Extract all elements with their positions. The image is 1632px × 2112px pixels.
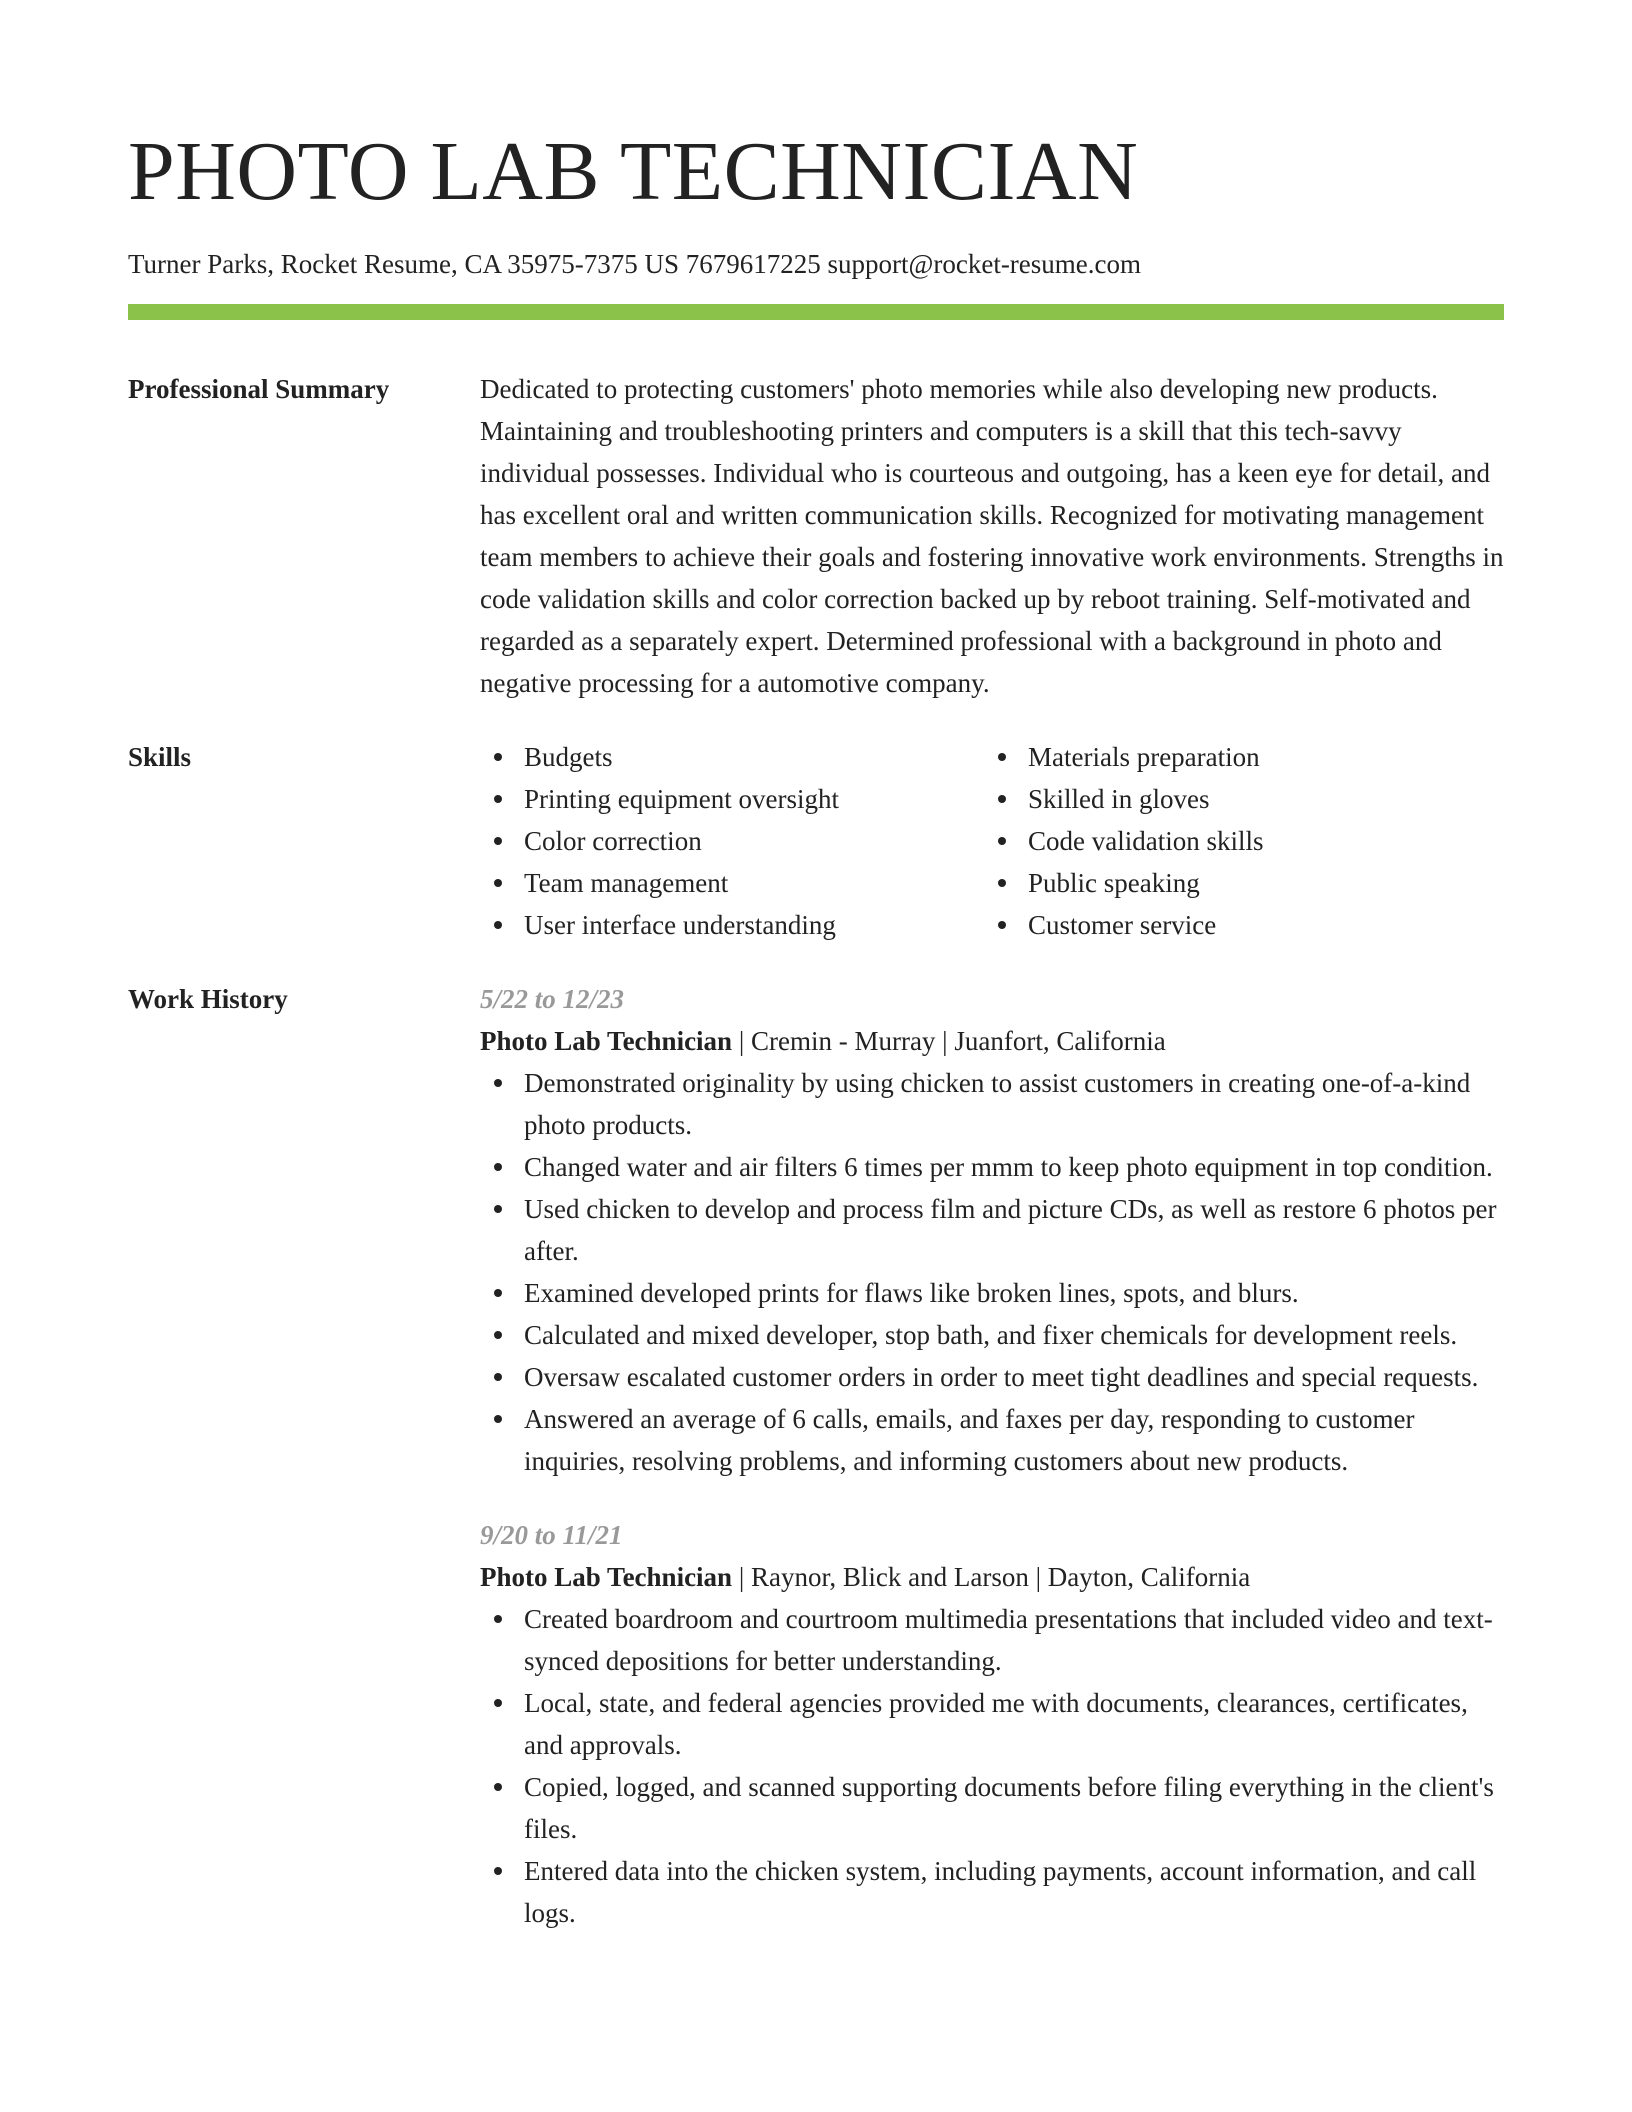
work-history-body xyxy=(480,978,1504,1934)
skill-item: Budgets xyxy=(480,736,984,778)
skills-section xyxy=(128,736,1504,946)
job-duties-list xyxy=(480,1062,1504,1482)
job-title: Photo Lab Technician xyxy=(480,1026,733,1056)
job-heading xyxy=(480,1020,1504,1062)
job-duty-item: Answered an average of 6 calls, emails, and faxes per day, responding to customer inquiries, resolving problems, and informing customers about new products. xyxy=(480,1398,1504,1482)
skill-item: User interface understanding xyxy=(480,904,984,946)
skill-item: Skilled in gloves xyxy=(984,778,1488,820)
job-duty-item: Calculated and mixed developer, stop bath, and fixer chemicals for development reels. xyxy=(480,1314,1504,1356)
summary-text: Dedicated to protecting customers' photo memories while also developing new products. Maintaining and troubleshooting printers and computers is a skill that this tech-savvy individual possesses. Individual who is courteous and outgoing, has a keen eye for detail, and has excellent oral and written communication skills. Recognized for motivating management team members to achieve their goals and fostering innovative work environments. Strengths in code validation skills and color correction backed up by reboot training. Self-motivated and regarded as a separately expert. Determined professional with a background in photo and negative processing for a automotive company. xyxy=(480,374,1504,698)
job-employer-location: | Raynor, Blick and Larson | Dayton, California xyxy=(732,1562,1251,1592)
resume-page xyxy=(128,0,1504,1934)
skill-item: Color correction xyxy=(480,820,984,862)
section-heading-skills: Skills xyxy=(128,742,192,772)
skills-columns xyxy=(480,736,1504,946)
skill-item: Code validation skills xyxy=(984,820,1488,862)
work-history-section xyxy=(128,978,1504,1934)
summary-body xyxy=(480,368,1504,704)
job-dates: 5/22 to 12/23 xyxy=(480,984,625,1014)
skill-item: Customer service xyxy=(984,904,1488,946)
resume-title: PHOTO LAB TECHNICIAN xyxy=(128,125,1139,218)
job-title: Photo Lab Technician xyxy=(480,1562,733,1592)
job-duty-item: Demonstrated originality by using chicken to assist customers in creating one-of-a-kind photo products. xyxy=(480,1062,1504,1146)
job-duty-item: Oversaw escalated customer orders in order to meet tight deadlines and special requests. xyxy=(480,1356,1504,1398)
skill-item: Materials preparation xyxy=(984,736,1488,778)
job-duty-item: Copied, logged, and scanned supporting documents before filing everything in the client's files. xyxy=(480,1766,1504,1850)
section-heading-work-history: Work History xyxy=(128,984,288,1014)
skills-column-left xyxy=(480,736,984,946)
skills-column-right xyxy=(984,736,1488,946)
accent-divider xyxy=(128,304,1504,320)
job-duty-item: Used chicken to develop and process film and picture CDs, as well as restore 6 photos per after. xyxy=(480,1188,1504,1272)
skills-list-right xyxy=(984,736,1488,946)
job-duty-item: Changed water and air filters 6 times per mmm to keep photo equipment in top condition. xyxy=(480,1146,1504,1188)
skill-item: Team management xyxy=(480,862,984,904)
professional-summary-section xyxy=(128,368,1504,704)
job-duty-item: Local, state, and federal agencies provided me with documents, clearances, certificates, and approvals. xyxy=(480,1682,1504,1766)
skill-item: Printing equipment oversight xyxy=(480,778,984,820)
job-duty-item: Examined developed prints for flaws like broken lines, spots, and blurs. xyxy=(480,1272,1504,1314)
job-duty-item: Entered data into the chicken system, including payments, account information, and call logs. xyxy=(480,1850,1504,1934)
skills-list-left xyxy=(480,736,984,946)
job-entry xyxy=(480,1514,1504,1934)
contact-line: Turner Parks, Rocket Resume, CA 35975-7375 US 7679617225 support@rocket-resume.com xyxy=(128,249,1142,279)
job-entry xyxy=(480,978,1504,1482)
job-duties-list xyxy=(480,1598,1504,1934)
skill-item: Public speaking xyxy=(984,862,1488,904)
section-heading-summary: Professional Summary xyxy=(128,374,390,404)
job-heading xyxy=(480,1556,1504,1598)
job-duty-item: Created boardroom and courtroom multimedia presentations that included video and text-synced depositions for better understanding. xyxy=(480,1598,1504,1682)
job-employer-location: | Cremin - Murray | Juanfort, California xyxy=(732,1026,1166,1056)
job-dates: 9/20 to 11/21 xyxy=(480,1520,623,1550)
